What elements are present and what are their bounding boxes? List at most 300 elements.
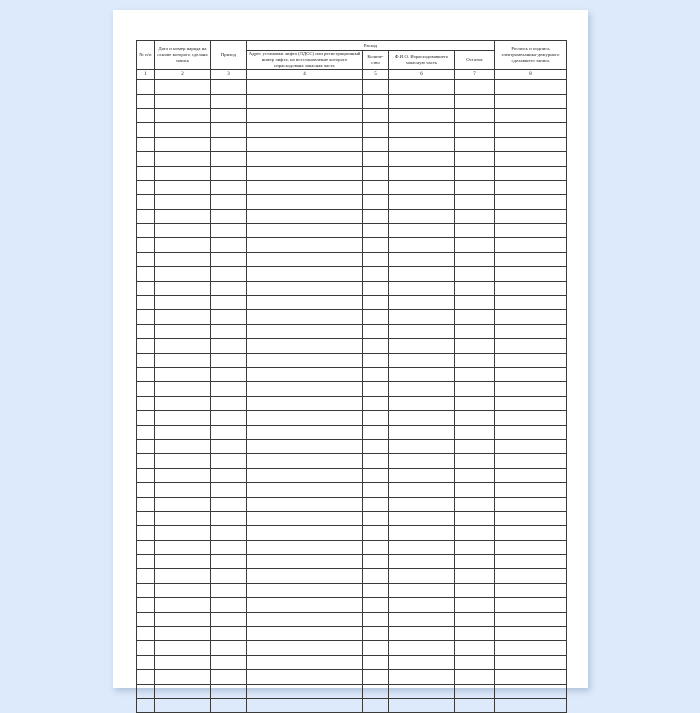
table-cell[interactable]	[155, 483, 211, 497]
table-cell[interactable]	[137, 238, 155, 252]
table-cell[interactable]	[363, 152, 389, 166]
table-row[interactable]	[137, 483, 567, 497]
table-cell[interactable]	[137, 80, 155, 94]
table-cell[interactable]	[455, 382, 495, 396]
table-cell[interactable]	[155, 123, 211, 137]
table-cell[interactable]	[137, 670, 155, 684]
table-cell[interactable]	[363, 439, 389, 453]
table-cell[interactable]	[211, 612, 247, 626]
table-cell[interactable]	[455, 454, 495, 468]
table-cell[interactable]	[455, 180, 495, 194]
table-cell[interactable]	[455, 368, 495, 382]
table-cell[interactable]	[495, 310, 567, 324]
table-row[interactable]	[137, 324, 567, 338]
table-cell[interactable]	[247, 339, 363, 353]
table-cell[interactable]	[363, 511, 389, 525]
table-cell[interactable]	[247, 540, 363, 554]
table-cell[interactable]	[247, 511, 363, 525]
table-row[interactable]	[137, 698, 567, 712]
table-cell[interactable]	[211, 382, 247, 396]
table-row[interactable]	[137, 655, 567, 669]
table-cell[interactable]	[389, 281, 455, 295]
table-cell[interactable]	[495, 540, 567, 554]
table-cell[interactable]	[455, 684, 495, 698]
table-cell[interactable]	[155, 80, 211, 94]
table-cell[interactable]	[137, 310, 155, 324]
table-cell[interactable]	[137, 641, 155, 655]
table-row[interactable]	[137, 353, 567, 367]
table-cell[interactable]	[211, 195, 247, 209]
table-cell[interactable]	[247, 368, 363, 382]
table-cell[interactable]	[363, 670, 389, 684]
table-cell[interactable]	[211, 555, 247, 569]
table-cell[interactable]	[137, 598, 155, 612]
table-cell[interactable]	[455, 195, 495, 209]
table-cell[interactable]	[495, 583, 567, 597]
table-cell[interactable]	[389, 583, 455, 597]
table-row[interactable]	[137, 238, 567, 252]
table-cell[interactable]	[211, 224, 247, 238]
table-cell[interactable]	[495, 382, 567, 396]
table-cell[interactable]	[389, 540, 455, 554]
table-row[interactable]	[137, 180, 567, 194]
table-cell[interactable]	[211, 454, 247, 468]
table-cell[interactable]	[455, 152, 495, 166]
table-cell[interactable]	[211, 252, 247, 266]
table-cell[interactable]	[455, 555, 495, 569]
table-cell[interactable]	[363, 123, 389, 137]
table-cell[interactable]	[389, 454, 455, 468]
table-cell[interactable]	[389, 627, 455, 641]
table-cell[interactable]	[363, 425, 389, 439]
table-cell[interactable]	[495, 195, 567, 209]
table-cell[interactable]	[389, 123, 455, 137]
table-cell[interactable]	[389, 411, 455, 425]
table-cell[interactable]	[137, 123, 155, 137]
table-cell[interactable]	[363, 569, 389, 583]
table-cell[interactable]	[363, 224, 389, 238]
table-cell[interactable]	[495, 555, 567, 569]
table-cell[interactable]	[455, 324, 495, 338]
table-cell[interactable]	[155, 670, 211, 684]
table-cell[interactable]	[389, 684, 455, 698]
table-cell[interactable]	[211, 439, 247, 453]
table-cell[interactable]	[363, 655, 389, 669]
table-cell[interactable]	[389, 180, 455, 194]
table-cell[interactable]	[137, 252, 155, 266]
table-cell[interactable]	[155, 209, 211, 223]
table-cell[interactable]	[137, 583, 155, 597]
table-cell[interactable]	[389, 195, 455, 209]
table-cell[interactable]	[455, 353, 495, 367]
table-cell[interactable]	[455, 540, 495, 554]
table-cell[interactable]	[389, 382, 455, 396]
table-cell[interactable]	[211, 540, 247, 554]
table-cell[interactable]	[455, 339, 495, 353]
table-cell[interactable]	[211, 353, 247, 367]
table-cell[interactable]	[137, 339, 155, 353]
table-cell[interactable]	[137, 368, 155, 382]
table-cell[interactable]	[247, 454, 363, 468]
table-cell[interactable]	[363, 80, 389, 94]
table-cell[interactable]	[155, 540, 211, 554]
table-row[interactable]	[137, 526, 567, 540]
table-cell[interactable]	[389, 224, 455, 238]
table-cell[interactable]	[363, 612, 389, 626]
table-cell[interactable]	[211, 569, 247, 583]
table-cell[interactable]	[455, 670, 495, 684]
table-cell[interactable]	[455, 224, 495, 238]
table-cell[interactable]	[495, 569, 567, 583]
table-cell[interactable]	[495, 238, 567, 252]
table-cell[interactable]	[137, 655, 155, 669]
table-cell[interactable]	[155, 684, 211, 698]
table-row[interactable]	[137, 670, 567, 684]
table-cell[interactable]	[247, 526, 363, 540]
table-cell[interactable]	[455, 483, 495, 497]
table-cell[interactable]	[455, 425, 495, 439]
table-cell[interactable]	[247, 670, 363, 684]
table-cell[interactable]	[211, 627, 247, 641]
table-cell[interactable]	[389, 555, 455, 569]
table-cell[interactable]	[211, 238, 247, 252]
table-cell[interactable]	[155, 425, 211, 439]
table-cell[interactable]	[211, 180, 247, 194]
table-cell[interactable]	[211, 152, 247, 166]
table-cell[interactable]	[389, 267, 455, 281]
table-cell[interactable]	[389, 511, 455, 525]
table-cell[interactable]	[455, 209, 495, 223]
table-cell[interactable]	[363, 252, 389, 266]
table-cell[interactable]	[137, 108, 155, 122]
table-cell[interactable]	[363, 166, 389, 180]
table-row[interactable]	[137, 267, 567, 281]
table-cell[interactable]	[363, 310, 389, 324]
table-cell[interactable]	[495, 454, 567, 468]
table-cell[interactable]	[211, 425, 247, 439]
table-cell[interactable]	[247, 684, 363, 698]
table-cell[interactable]	[363, 598, 389, 612]
table-cell[interactable]	[389, 296, 455, 310]
table-cell[interactable]	[389, 94, 455, 108]
table-row[interactable]	[137, 569, 567, 583]
table-cell[interactable]	[137, 152, 155, 166]
table-cell[interactable]	[389, 152, 455, 166]
table-cell[interactable]	[247, 411, 363, 425]
table-cell[interactable]	[247, 612, 363, 626]
table-cell[interactable]	[455, 137, 495, 151]
table-cell[interactable]	[455, 123, 495, 137]
table-cell[interactable]	[155, 555, 211, 569]
table-cell[interactable]	[389, 209, 455, 223]
table-cell[interactable]	[155, 454, 211, 468]
table-cell[interactable]	[495, 670, 567, 684]
table-cell[interactable]	[247, 296, 363, 310]
table-cell[interactable]	[363, 698, 389, 712]
table-cell[interactable]	[155, 641, 211, 655]
table-cell[interactable]	[211, 497, 247, 511]
table-cell[interactable]	[363, 555, 389, 569]
table-cell[interactable]	[155, 296, 211, 310]
table-cell[interactable]	[155, 598, 211, 612]
table-cell[interactable]	[247, 382, 363, 396]
table-cell[interactable]	[155, 497, 211, 511]
table-cell[interactable]	[247, 267, 363, 281]
table-cell[interactable]	[389, 324, 455, 338]
table-cell[interactable]	[155, 238, 211, 252]
table-row[interactable]	[137, 612, 567, 626]
table-cell[interactable]	[137, 540, 155, 554]
table-cell[interactable]	[455, 166, 495, 180]
table-cell[interactable]	[455, 108, 495, 122]
table-row[interactable]	[137, 137, 567, 151]
table-cell[interactable]	[495, 439, 567, 453]
table-cell[interactable]	[247, 180, 363, 194]
table-cell[interactable]	[211, 598, 247, 612]
table-cell[interactable]	[137, 627, 155, 641]
table-cell[interactable]	[247, 425, 363, 439]
table-cell[interactable]	[137, 684, 155, 698]
table-cell[interactable]	[211, 368, 247, 382]
table-cell[interactable]	[363, 324, 389, 338]
table-cell[interactable]	[211, 108, 247, 122]
table-row[interactable]	[137, 281, 567, 295]
table-row[interactable]	[137, 598, 567, 612]
table-cell[interactable]	[211, 684, 247, 698]
table-cell[interactable]	[137, 396, 155, 410]
table-cell[interactable]	[137, 209, 155, 223]
table-cell[interactable]	[137, 267, 155, 281]
table-row[interactable]	[137, 296, 567, 310]
table-cell[interactable]	[247, 152, 363, 166]
table-cell[interactable]	[455, 583, 495, 597]
table-cell[interactable]	[495, 166, 567, 180]
table-cell[interactable]	[137, 382, 155, 396]
table-cell[interactable]	[389, 526, 455, 540]
table-cell[interactable]	[247, 123, 363, 137]
table-cell[interactable]	[155, 310, 211, 324]
table-cell[interactable]	[137, 698, 155, 712]
table-cell[interactable]	[495, 224, 567, 238]
table-cell[interactable]	[211, 137, 247, 151]
table-row[interactable]	[137, 425, 567, 439]
table-cell[interactable]	[389, 425, 455, 439]
table-cell[interactable]	[137, 224, 155, 238]
table-cell[interactable]	[363, 137, 389, 151]
table-cell[interactable]	[155, 411, 211, 425]
table-cell[interactable]	[155, 339, 211, 353]
table-cell[interactable]	[211, 281, 247, 295]
table-cell[interactable]	[495, 368, 567, 382]
table-cell[interactable]	[389, 569, 455, 583]
table-cell[interactable]	[495, 468, 567, 482]
table-row[interactable]	[137, 382, 567, 396]
table-cell[interactable]	[389, 396, 455, 410]
table-cell[interactable]	[455, 698, 495, 712]
table-cell[interactable]	[137, 353, 155, 367]
table-cell[interactable]	[495, 655, 567, 669]
table-cell[interactable]	[495, 80, 567, 94]
table-cell[interactable]	[495, 267, 567, 281]
table-cell[interactable]	[495, 180, 567, 194]
table-cell[interactable]	[455, 439, 495, 453]
table-cell[interactable]	[137, 569, 155, 583]
table-cell[interactable]	[495, 296, 567, 310]
table-cell[interactable]	[247, 468, 363, 482]
table-cell[interactable]	[247, 483, 363, 497]
table-cell[interactable]	[211, 324, 247, 338]
table-row[interactable]	[137, 195, 567, 209]
table-cell[interactable]	[247, 324, 363, 338]
table-cell[interactable]	[363, 684, 389, 698]
table-cell[interactable]	[363, 281, 389, 295]
table-cell[interactable]	[155, 267, 211, 281]
table-cell[interactable]	[137, 497, 155, 511]
table-cell[interactable]	[155, 252, 211, 266]
table-cell[interactable]	[155, 368, 211, 382]
table-cell[interactable]	[363, 238, 389, 252]
table-cell[interactable]	[247, 238, 363, 252]
table-cell[interactable]	[211, 94, 247, 108]
table-cell[interactable]	[455, 267, 495, 281]
table-cell[interactable]	[211, 483, 247, 497]
table-row[interactable]	[137, 411, 567, 425]
table-cell[interactable]	[247, 627, 363, 641]
table-cell[interactable]	[155, 281, 211, 295]
table-cell[interactable]	[247, 108, 363, 122]
table-cell[interactable]	[495, 497, 567, 511]
table-cell[interactable]	[137, 425, 155, 439]
table-cell[interactable]	[495, 123, 567, 137]
table-row[interactable]	[137, 396, 567, 410]
table-row[interactable]	[137, 555, 567, 569]
table-cell[interactable]	[455, 94, 495, 108]
table-row[interactable]	[137, 108, 567, 122]
table-cell[interactable]	[363, 641, 389, 655]
table-cell[interactable]	[247, 195, 363, 209]
table-cell[interactable]	[137, 281, 155, 295]
table-cell[interactable]	[211, 209, 247, 223]
table-cell[interactable]	[495, 137, 567, 151]
table-cell[interactable]	[495, 94, 567, 108]
table-cell[interactable]	[363, 267, 389, 281]
table-cell[interactable]	[389, 612, 455, 626]
table-cell[interactable]	[137, 94, 155, 108]
table-row[interactable]	[137, 152, 567, 166]
table-cell[interactable]	[155, 224, 211, 238]
table-cell[interactable]	[363, 180, 389, 194]
table-cell[interactable]	[155, 439, 211, 453]
table-cell[interactable]	[455, 612, 495, 626]
table-cell[interactable]	[363, 339, 389, 353]
table-cell[interactable]	[495, 339, 567, 353]
table-cell[interactable]	[363, 296, 389, 310]
table-cell[interactable]	[495, 108, 567, 122]
table-cell[interactable]	[389, 238, 455, 252]
table-cell[interactable]	[155, 583, 211, 597]
table-cell[interactable]	[155, 526, 211, 540]
table-cell[interactable]	[155, 353, 211, 367]
table-cell[interactable]	[455, 497, 495, 511]
table-cell[interactable]	[211, 698, 247, 712]
table-cell[interactable]	[247, 555, 363, 569]
table-cell[interactable]	[247, 641, 363, 655]
table-cell[interactable]	[137, 137, 155, 151]
table-cell[interactable]	[137, 555, 155, 569]
table-cell[interactable]	[389, 598, 455, 612]
table-cell[interactable]	[137, 511, 155, 525]
table-cell[interactable]	[363, 526, 389, 540]
table-cell[interactable]	[455, 80, 495, 94]
table-row[interactable]	[137, 583, 567, 597]
table-cell[interactable]	[137, 296, 155, 310]
table-cell[interactable]	[247, 439, 363, 453]
table-cell[interactable]	[211, 166, 247, 180]
table-cell[interactable]	[247, 310, 363, 324]
table-cell[interactable]	[389, 641, 455, 655]
table-cell[interactable]	[455, 310, 495, 324]
table-cell[interactable]	[389, 439, 455, 453]
table-cell[interactable]	[495, 252, 567, 266]
table-cell[interactable]	[495, 209, 567, 223]
table-cell[interactable]	[455, 598, 495, 612]
table-cell[interactable]	[155, 94, 211, 108]
table-cell[interactable]	[363, 382, 389, 396]
table-cell[interactable]	[155, 382, 211, 396]
table-cell[interactable]	[363, 396, 389, 410]
table-row[interactable]	[137, 94, 567, 108]
table-cell[interactable]	[495, 598, 567, 612]
table-cell[interactable]	[363, 195, 389, 209]
table-cell[interactable]	[155, 627, 211, 641]
table-cell[interactable]	[211, 396, 247, 410]
table-cell[interactable]	[137, 324, 155, 338]
table-cell[interactable]	[211, 511, 247, 525]
table-cell[interactable]	[247, 583, 363, 597]
table-row[interactable]	[137, 511, 567, 525]
table-cell[interactable]	[389, 497, 455, 511]
table-cell[interactable]	[455, 641, 495, 655]
table-cell[interactable]	[247, 698, 363, 712]
table-cell[interactable]	[389, 310, 455, 324]
table-cell[interactable]	[155, 108, 211, 122]
table-cell[interactable]	[389, 655, 455, 669]
table-cell[interactable]	[247, 166, 363, 180]
table-row[interactable]	[137, 209, 567, 223]
table-cell[interactable]	[495, 511, 567, 525]
table-cell[interactable]	[247, 281, 363, 295]
table-cell[interactable]	[389, 137, 455, 151]
table-cell[interactable]	[247, 655, 363, 669]
table-cell[interactable]	[389, 698, 455, 712]
table-cell[interactable]	[389, 353, 455, 367]
table-cell[interactable]	[495, 698, 567, 712]
table-cell[interactable]	[155, 468, 211, 482]
table-cell[interactable]	[211, 123, 247, 137]
table-cell[interactable]	[495, 396, 567, 410]
table-cell[interactable]	[211, 655, 247, 669]
table-cell[interactable]	[137, 439, 155, 453]
table-cell[interactable]	[363, 411, 389, 425]
table-cell[interactable]	[455, 238, 495, 252]
table-cell[interactable]	[363, 454, 389, 468]
table-cell[interactable]	[211, 296, 247, 310]
table-cell[interactable]	[247, 137, 363, 151]
table-row[interactable]	[137, 540, 567, 554]
table-cell[interactable]	[155, 569, 211, 583]
table-cell[interactable]	[155, 612, 211, 626]
table-cell[interactable]	[155, 137, 211, 151]
